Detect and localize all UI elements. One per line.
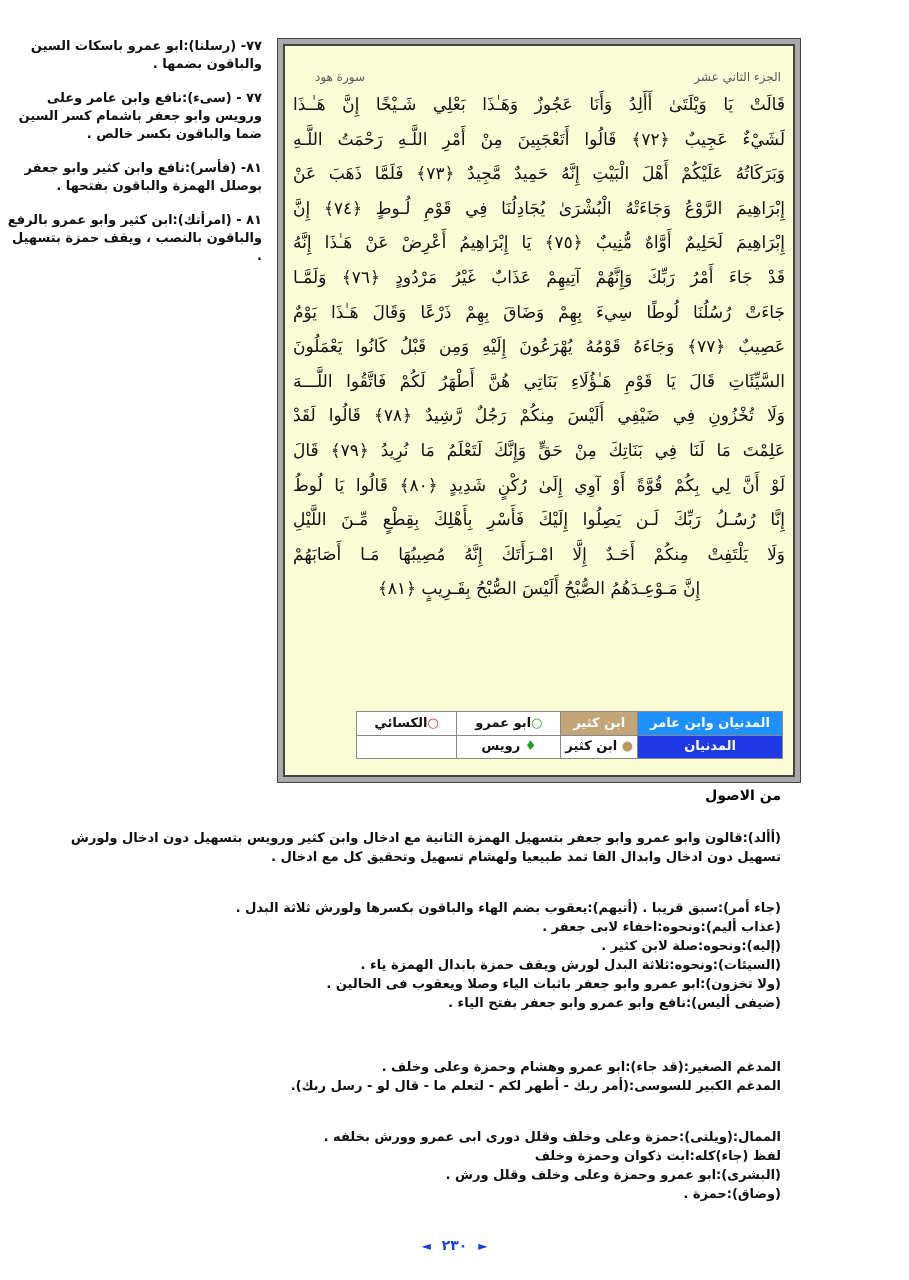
note-line: (إليه):ونحوه:صلة لابن كثير . — [601, 939, 781, 954]
legend-ibn-kathir-dot: ● ابن كثير — [561, 735, 638, 759]
next-page-icon[interactable]: ► — [478, 1239, 488, 1253]
side-note: ٨١ - (امرأتك):ابن كثير وابو عمرو بالرفع والباقون بالنصب ، ويقف حمزة بتسهيل . — [7, 213, 262, 264]
quran-line: عَلِمْتَ مَا لَنَا فِي بَنَاتِكَ مِنْ حَقٍّ وَإِنَّكَ لَتَعْلَمُ مَا نُرِيدُ ﴿٧٩﴾ قَالَ — [293, 440, 785, 461]
quran-line: إِنَّ مَـوْعِـدَهُمُ الصُّبْحُ أَلَيْسَ الصُّبْحُ بِقَـرِيبٍ ﴿٨١﴾ — [377, 579, 701, 600]
page-header — [297, 70, 781, 88]
side-note: ٨١- (فأسر):نافع وابن كثير وابو جعفر بوصلل الهمزة والباقون بفتحها . — [24, 161, 262, 194]
page-number: ٢٣٠ — [441, 1238, 468, 1254]
note-line: الممال:(ويلتى):حمزة وعلى وخلف وقلل دورى ابى عمرو وورش بخلفه . — [323, 1130, 781, 1145]
notes-list — [36, 899, 781, 1013]
legend-madaniyan: المدنيان — [638, 735, 783, 759]
juz-label: الجزء الثاني عشر — [694, 70, 781, 84]
note-line: (ضيفى أليس):نافع وابو عمرو وابو جعفر بفتح الياء . — [448, 996, 781, 1011]
quran-line: عَصِيبٌ ﴿٧٧﴾ وَجَاءَهُ قَوْمُهُ يُهْرَعُونَ إِلَيْهِ وَمِن قَبْلُ كَانُوا يَعْمَلُونَ — [293, 337, 785, 358]
side-notes — [6, 38, 262, 282]
quran-line: وَبَرَكَاتُهُ عَلَيْكُمْ أَهْلَ الْبَيْتِ إِنَّهُ حَمِيدٌ مَّجِيدٌ ﴿٧٣﴾ فَلَمَّا ذَهَبَ عَنْ — [293, 164, 785, 185]
prev-page-icon[interactable]: ◄ — [421, 1239, 431, 1253]
quran-line: السَّيِّئَاتِ قَالَ يَا قَوْمِ هَـٰؤُلَاءِ بَنَاتِي هُنَّ أَطْهَرُ لَكُمْ فَاتَّقُوا اللَّـــهَ — [293, 371, 785, 392]
note-line: المدغم الصغير:(قد جاء):ابو عمرو وهشام وحمزة وعلى وخلف . — [381, 1060, 781, 1075]
quran-line: وَلَا يَلْتَفِتْ مِنكُمْ أَحَـدٌ إِلَّا امْـرَأَتَكَ إِنَّهُ مُصِيبُهَا مَـا أَصَابَهُمْ — [293, 544, 785, 565]
mushaf-frame — [277, 38, 801, 783]
notes-paragraph — [36, 829, 781, 867]
notes-list — [36, 1058, 781, 1096]
quran-line: قَالَتْ يَا وَيْلَتَىٰ أَأَلِدُ وَأَنَا عَجُوزٌ وَهَـٰذَا بَعْلِي شَـيْخًا إِنَّ هَـٰـذَا — [293, 95, 785, 115]
quran-line: إِنَّا رُسُـلُ رَبِّكَ لَـن يَصِلُوا إِلَيْكَ فَأَسْرِ بِأَهْلِكَ بِقِطْعٍ مِّـنَ اللَّيْلِ — [293, 510, 785, 531]
dot-icon: ● — [621, 739, 634, 755]
circle-icon: ○ — [531, 715, 543, 731]
usool-title: من الاصول — [705, 788, 781, 804]
quran-line: إِبْرَاهِيمَ الرَّوْعُ وَجَاءَتْهُ الْبُشْرَىٰ يُجَادِلُنَا فِي قَوْمِ لُـوطٍ ﴿٧٤﴾ إِنَّ — [293, 198, 785, 219]
quran-text — [293, 88, 785, 607]
mushaf-page — [283, 44, 795, 777]
side-note: ٧٧- (رسلنا):ابو عمرو باسكات السين والباقون بضمها . — [30, 39, 262, 72]
side-note: ٧٧ - (سىء):نافع وابن عامر وعلى ورويس وابو جعفر باشمام كسر السين ضما والباقون بكسر خالص . — [18, 91, 262, 142]
note-line: (ولا تخزون):ابو عمرو وابو جعفر باثبات الياء وصلا ويعقوب فى الحالين . — [326, 977, 781, 992]
legend-empty — [356, 735, 456, 759]
readers-legend — [356, 711, 783, 759]
legend-ruways: ♦ رويس — [457, 735, 561, 759]
note-line: (وضاق):حمزة . — [683, 1187, 781, 1202]
legend-kisai: ○الكسائي — [356, 712, 456, 736]
page-navigation — [0, 1238, 909, 1254]
note-line: المدغم الكبير للسوسى:(أمر ربك - أطهر لكم - لتعلم ما - قال لو - رسل ربك). — [290, 1079, 781, 1094]
quran-line: لَوْ أَنَّ لِي بِكُمْ قُوَّةً أَوْ آوِي إِلَىٰ رُكْنٍ شَدِيدٍ ﴿٨٠﴾ قَالُوا يَا لُوطُ — [293, 475, 785, 496]
legend-ibn-kathir: ابن كثير — [561, 712, 638, 736]
legend-abu-amr: ○ابو عمرو — [457, 712, 561, 736]
note-line: (السيئات):ونحوه:ثلاثة البدل لورش ويقف حمزة بابدال الهمزة ياء . — [360, 958, 781, 973]
diamond-icon: ♦ — [524, 739, 537, 755]
surah-label: سورة هود — [315, 70, 366, 84]
circle-icon: ○ — [427, 715, 439, 731]
note-line: (البشرى):ابو عمرو وحمزة وعلى وخلف وقلل ورش . — [445, 1168, 781, 1183]
note-text: (أألد):قالون وابو عمرو وابو جعفر بتسهيل الهمزة الثانية مع ادخال وابن كثير ورويس بتسهيل دون ادخال ولورش تسهيل دون ادخال وابدال الفا تمد طبيعيا ولهشام تسهيل وتحقيق كل مع ادخال . — [70, 831, 781, 865]
note-line: (عذاب أليم):ونحوه:اخفاء لابى جعفر . — [542, 920, 781, 935]
quran-line: لَشَيْءٌ عَجِيبٌ ﴿٧٢﴾ قَالُوا أَتَعْجَبِينَ مِنْ أَمْرِ اللَّـهِ رَحْمَتُ اللَّـهِ — [293, 129, 785, 150]
note-line: لفظ (جاء)كله:ابت ذكوان وحمزة وخلف — [534, 1149, 781, 1164]
quran-line: وَلَا تُخْزُونِ فِي ضَيْفِي أَلَيْسَ مِنكُمْ رَجُلٌ رَّشِيدٌ ﴿٧٨﴾ قَالُوا لَقَدْ — [293, 406, 785, 427]
quran-line: إِبْرَاهِيمَ لَحَلِيمٌ أَوَّاهٌ مُّنِيبٌ ﴿٧٥﴾ يَا إِبْرَاهِيمُ أَعْرِضْ عَنْ هَـٰذَا إِنَّهُ — [293, 233, 785, 254]
note-line: (جاء أمر):سبق قريبا . (أتيهم):يعقوب بضم الهاء والباقون بكسرها ولورش ثلاثة البدل . — [235, 901, 781, 916]
notes-list — [36, 1128, 781, 1204]
quran-line: جَاءَتْ رُسُلُنَا لُوطًا سِيءَ بِهِمْ وَضَاقَ بِهِمْ ذَرْعًا وَقَالَ هَـٰذَا يَوْمٌ — [293, 302, 785, 323]
legend-madani-ibn-amir: المدنيان وابن عامر — [638, 712, 783, 736]
quran-line: قَدْ جَاءَ أَمْرُ رَبِّكَ وَإِنَّهُمْ آتِيهِمْ عَذَابٌ غَيْرُ مَرْدُودٍ ﴿٧٦﴾ وَلَمَّـا — [293, 267, 785, 288]
